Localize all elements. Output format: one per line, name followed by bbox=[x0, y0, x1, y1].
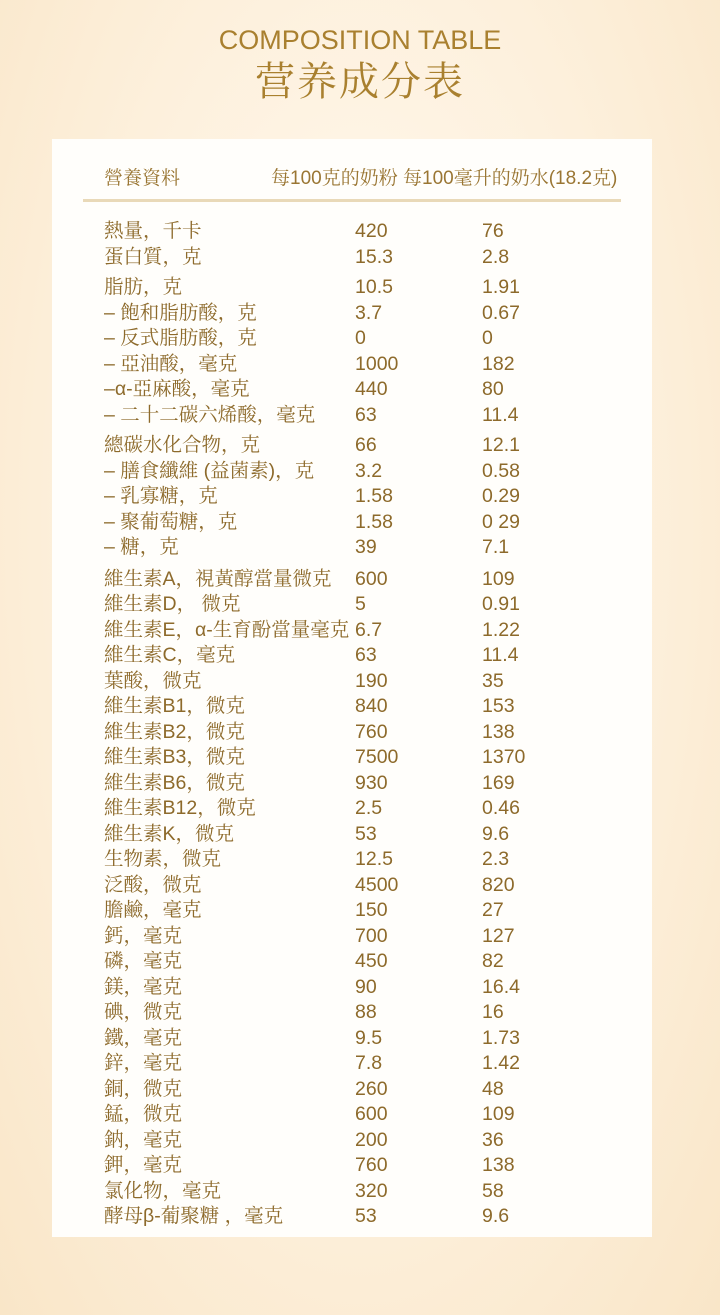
nutrient-name: 維生素E，α-生育酚當量毫克 bbox=[104, 618, 350, 641]
value-per-100ml: 16 bbox=[482, 1001, 504, 1023]
table-header bbox=[104, 163, 624, 195]
value-per-100g: 1000 bbox=[355, 352, 399, 375]
nutrient-name: – 糖，克 bbox=[104, 536, 179, 558]
nutrient-name: 鈣，毫克 bbox=[104, 924, 183, 947]
nutrient-name: 維生素B12，微克 bbox=[104, 797, 256, 819]
nutrient-name: – 膳食纖維 (益菌素)，克 bbox=[104, 459, 315, 482]
table-row bbox=[104, 694, 624, 719]
table-row bbox=[104, 219, 624, 244]
table-row bbox=[104, 1000, 624, 1025]
nutrient-name: 維生素C，毫克 bbox=[104, 644, 236, 666]
nutrient-name: 維生素D， 微克 bbox=[104, 593, 241, 615]
table-row bbox=[104, 1051, 624, 1076]
value-per-100ml: 1.42 bbox=[482, 1052, 520, 1074]
nutrient-name: 維生素K，微克 bbox=[104, 822, 235, 845]
nutrient-name: – 亞油酸，毫克 bbox=[104, 352, 238, 375]
table-row bbox=[104, 535, 624, 560]
value-per-100g: 700 bbox=[355, 924, 388, 947]
nutrient-name: 銅，微克 bbox=[104, 1077, 183, 1100]
table-row bbox=[104, 592, 624, 617]
table-row bbox=[104, 459, 624, 484]
value-per-100g: 63 bbox=[355, 644, 377, 666]
value-per-100ml: 1370 bbox=[482, 746, 526, 768]
nutrient-name: – 二十二碳六烯酸，毫克 bbox=[104, 403, 316, 426]
nutrient-name: – 反式脂肪酸，克 bbox=[104, 327, 257, 349]
nutrient-name: 鋅，毫克 bbox=[104, 1052, 183, 1074]
value-per-100ml: 2.8 bbox=[482, 245, 510, 268]
value-per-100g: 66 bbox=[355, 434, 377, 456]
nutrient-name: –α-亞麻酸，毫克 bbox=[104, 378, 250, 400]
table-row bbox=[104, 245, 624, 270]
nutrient-name: – 聚葡萄糖，克 bbox=[104, 510, 238, 533]
value-per-100ml: 0.29 bbox=[482, 485, 520, 507]
value-per-100g: 63 bbox=[355, 403, 377, 426]
nutrient-name: 生物素，微克 bbox=[104, 848, 222, 870]
table-row bbox=[104, 720, 624, 745]
value-per-100g: 3.7 bbox=[355, 301, 383, 324]
value-per-100g: 1.58 bbox=[355, 485, 393, 507]
table-row bbox=[104, 924, 624, 949]
value-per-100ml: 76 bbox=[482, 220, 504, 242]
value-per-100g: 600 bbox=[355, 567, 388, 590]
nutrient-name: 酵母β-葡聚糖 ，毫克 bbox=[104, 1205, 284, 1227]
table-row bbox=[104, 975, 624, 1000]
column-header-per-100ml: 每100毫升的奶水(18.2克) bbox=[403, 168, 618, 189]
table-row bbox=[104, 1026, 624, 1051]
table-row bbox=[104, 1204, 624, 1229]
nutrient-name: 磷，毫克 bbox=[104, 950, 183, 972]
value-per-100ml: 0.58 bbox=[482, 459, 520, 482]
table-row bbox=[104, 949, 624, 974]
value-per-100g: 4500 bbox=[355, 873, 399, 896]
value-per-100ml: 0 bbox=[482, 327, 493, 349]
nutrition-table-panel bbox=[52, 139, 652, 1237]
value-per-100ml: 138 bbox=[482, 720, 515, 743]
value-per-100ml: 182 bbox=[482, 352, 515, 375]
value-per-100g: 320 bbox=[355, 1179, 388, 1202]
value-per-100ml: 0 29 bbox=[482, 510, 520, 533]
table-row bbox=[104, 275, 624, 300]
value-per-100ml: 169 bbox=[482, 771, 515, 794]
value-per-100ml: 11.4 bbox=[482, 403, 519, 426]
value-per-100g: 190 bbox=[355, 669, 388, 692]
value-per-100ml: 58 bbox=[482, 1179, 504, 1202]
value-per-100ml: 16.4 bbox=[482, 975, 520, 998]
value-per-100ml: 0.46 bbox=[482, 797, 520, 819]
table-row bbox=[104, 771, 624, 796]
nutrient-name: 鐵，毫克 bbox=[104, 1026, 183, 1049]
column-header-per-100g: 每100克的奶粉 bbox=[271, 168, 398, 189]
nutrient-name: – 乳寡糖，克 bbox=[104, 485, 218, 507]
value-per-100g: 440 bbox=[355, 378, 388, 400]
nutrient-name: 膽鹼，毫克 bbox=[104, 899, 202, 921]
header-divider bbox=[83, 199, 621, 202]
table-row bbox=[104, 745, 624, 770]
nutrient-name: 總碳水化合物，克 bbox=[104, 434, 261, 456]
table-row bbox=[104, 1153, 624, 1178]
table-row bbox=[104, 822, 624, 847]
value-per-100g: 5 bbox=[355, 593, 366, 615]
nutrient-name: 鎂，毫克 bbox=[104, 975, 183, 998]
table-row bbox=[104, 643, 624, 668]
value-per-100ml: 0.91 bbox=[482, 593, 520, 615]
value-per-100ml: 1.91 bbox=[482, 276, 520, 298]
value-per-100g: 200 bbox=[355, 1128, 388, 1151]
column-header-nutrient: 營養資料 bbox=[104, 168, 181, 189]
value-per-100g: 7.8 bbox=[355, 1052, 383, 1074]
table-row bbox=[104, 352, 624, 377]
table-row bbox=[104, 433, 624, 458]
value-per-100g: 9.5 bbox=[355, 1026, 383, 1049]
value-per-100ml: 109 bbox=[482, 1103, 515, 1125]
table-row bbox=[104, 1077, 624, 1102]
value-per-100g: 450 bbox=[355, 950, 388, 972]
value-per-100g: 930 bbox=[355, 771, 388, 794]
value-per-100g: 1.58 bbox=[355, 510, 393, 533]
value-per-100ml: 12.1 bbox=[482, 434, 520, 456]
value-per-100ml: 1.22 bbox=[482, 618, 520, 641]
value-per-100g: 53 bbox=[355, 1205, 377, 1227]
value-per-100g: 760 bbox=[355, 1154, 388, 1176]
table-row bbox=[104, 567, 624, 592]
table-row bbox=[104, 403, 624, 428]
value-per-100ml: 9.6 bbox=[482, 822, 510, 845]
nutrient-name: – 飽和脂肪酸，克 bbox=[104, 301, 257, 324]
nutrient-name: 葉酸，微克 bbox=[104, 669, 202, 692]
value-per-100ml: 7.1 bbox=[482, 536, 510, 558]
value-per-100g: 3.2 bbox=[355, 459, 383, 482]
value-per-100ml: 153 bbox=[482, 695, 515, 717]
table-row bbox=[104, 873, 624, 898]
value-per-100ml: 138 bbox=[482, 1154, 515, 1176]
table-row bbox=[104, 1128, 624, 1153]
nutrient-name: 碘，微克 bbox=[104, 1001, 183, 1023]
value-per-100g: 260 bbox=[355, 1077, 388, 1100]
table-row bbox=[104, 847, 624, 872]
nutrient-name: 脂肪，克 bbox=[104, 276, 183, 298]
value-per-100ml: 1.73 bbox=[482, 1026, 520, 1049]
nutrient-name: 鈉，毫克 bbox=[104, 1128, 183, 1151]
table-row bbox=[104, 377, 624, 402]
nutrient-name: 維生素B3，微克 bbox=[104, 746, 245, 768]
value-per-100g: 39 bbox=[355, 536, 377, 558]
value-per-100g: 90 bbox=[355, 975, 377, 998]
title-english: COMPOSITION TABLE bbox=[218, 25, 502, 55]
value-per-100g: 12.5 bbox=[355, 848, 393, 870]
value-per-100g: 420 bbox=[355, 220, 388, 242]
table-row bbox=[104, 1102, 624, 1127]
value-per-100ml: 127 bbox=[482, 924, 515, 947]
value-per-100ml: 109 bbox=[482, 567, 515, 590]
table-row bbox=[104, 301, 624, 326]
table-row bbox=[104, 618, 624, 643]
value-per-100ml: 80 bbox=[482, 378, 504, 400]
value-per-100ml: 36 bbox=[482, 1128, 504, 1151]
nutrient-name: 氯化物，毫克 bbox=[104, 1179, 222, 1202]
table-row bbox=[104, 1179, 624, 1204]
value-per-100ml: 82 bbox=[482, 950, 504, 972]
value-per-100g: 600 bbox=[355, 1103, 388, 1125]
nutrient-name: 鉀，毫克 bbox=[104, 1154, 183, 1176]
nutrient-name: 蛋白質，克 bbox=[104, 245, 202, 268]
value-per-100g: 88 bbox=[355, 1001, 377, 1023]
table-row bbox=[104, 326, 624, 351]
value-per-100g: 150 bbox=[355, 899, 388, 921]
nutrient-name: 維生素B1，微克 bbox=[104, 695, 245, 717]
value-per-100g: 15.3 bbox=[355, 245, 393, 268]
table-row bbox=[104, 898, 624, 923]
value-per-100g: 2.5 bbox=[355, 797, 383, 819]
nutrient-name: 熱量，千卡 bbox=[104, 220, 202, 242]
value-per-100ml: 27 bbox=[482, 899, 504, 921]
nutrient-name: 維生素B2，微克 bbox=[104, 720, 245, 743]
value-per-100ml: 11.4 bbox=[482, 644, 519, 666]
table-row bbox=[104, 484, 624, 509]
value-per-100ml: 820 bbox=[482, 873, 515, 896]
table-row bbox=[104, 796, 624, 821]
value-per-100ml: 48 bbox=[482, 1077, 504, 1100]
value-per-100ml: 2.3 bbox=[482, 848, 510, 870]
table-row bbox=[104, 510, 624, 535]
value-per-100g: 10.5 bbox=[355, 276, 393, 298]
title-chinese: 营养成分表 bbox=[255, 60, 465, 104]
table-row bbox=[104, 669, 624, 694]
value-per-100g: 0 bbox=[355, 327, 366, 349]
value-per-100g: 840 bbox=[355, 695, 388, 717]
nutrient-name: 泛酸，微克 bbox=[104, 873, 202, 896]
value-per-100g: 7500 bbox=[355, 746, 399, 768]
value-per-100ml: 35 bbox=[482, 669, 504, 692]
nutrient-name: 維生素A，視黃醇當量微克 bbox=[104, 567, 332, 590]
value-per-100g: 6.7 bbox=[355, 618, 383, 641]
nutrient-name: 錳，微克 bbox=[104, 1103, 183, 1125]
value-per-100ml: 0.67 bbox=[482, 301, 520, 324]
value-per-100g: 53 bbox=[355, 822, 377, 845]
value-per-100ml: 9.6 bbox=[482, 1205, 510, 1227]
nutrient-name: 維生素B6，微克 bbox=[104, 771, 245, 794]
page-header bbox=[0, 22, 720, 106]
value-per-100g: 760 bbox=[355, 720, 388, 743]
